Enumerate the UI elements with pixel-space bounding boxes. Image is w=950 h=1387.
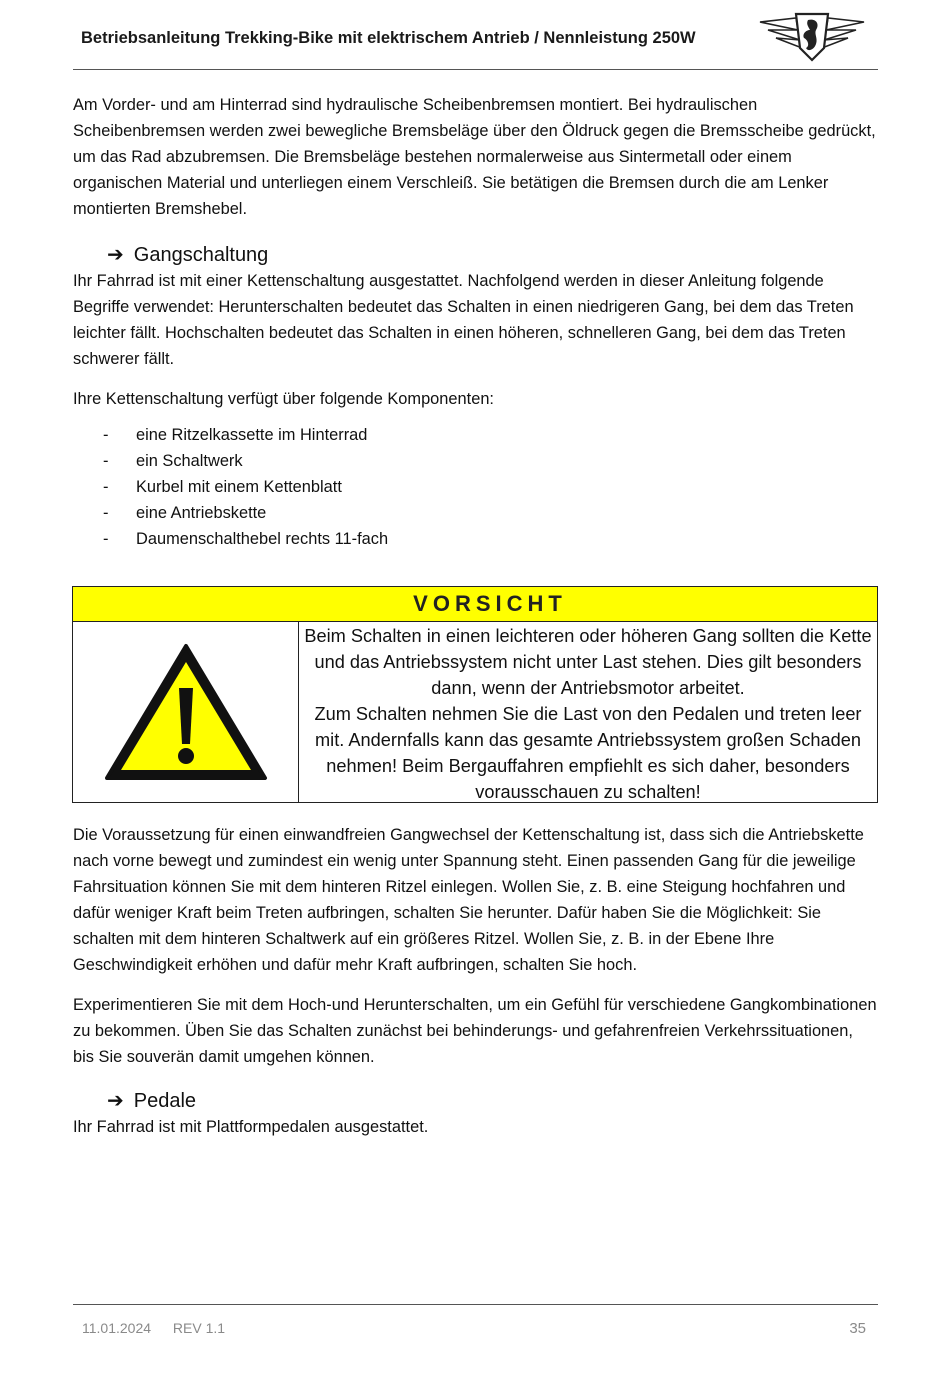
- components-list: [73, 422, 878, 552]
- page-number: 35: [849, 1320, 866, 1337]
- arrow-right-icon: ➔: [107, 1090, 124, 1112]
- gear-paragraph: Ihr Fahrrad ist mit einer Kettenschaltung ausgestattet. Nachfolgend werden in dieser Anleitung folgende Begriffe verwendet: Herunterschalten bedeutet das Schalten in einen niedrigeren Gang, bei dem das Treten leichter fällt. Hochschalten bedeutet das Schalten in einen höheren, schnelleren Gang, bei dem das Treten schwerer fällt.: [73, 272, 854, 368]
- warning-box: [72, 586, 878, 803]
- components-intro: Ihre Kettenschaltung verfügt über folgende Komponenten:: [73, 390, 494, 408]
- footer-date: 11.01.2024: [82, 1320, 152, 1336]
- gear-section-heading: [73, 242, 878, 268]
- pedals-paragraph: Ihr Fahrrad ist mit Plattformpedalen ausgestattet.: [73, 1118, 429, 1136]
- footer-divider: [73, 1304, 878, 1305]
- practice-paragraph: Experimentieren Sie mit dem Hoch-und Herunterschalten, um ein Gefühl für verschiedene Gangkombinationen zu bekommen. Üben Sie das Schalten zunächst bei behinderungs- und gefahrenfreien Verkehrssituationen, bis Sie souverän damit umgehen können.: [73, 996, 877, 1066]
- pedals-heading-text: Pedale: [133, 1090, 197, 1112]
- gear-heading-text: Gangschaltung: [133, 244, 269, 266]
- arrow-right-icon: ➔: [107, 244, 124, 266]
- page-footer: [82, 1320, 243, 1336]
- warning-triangle-icon: [103, 640, 269, 784]
- list-item: - Kurbel mit einem Kettenblatt: [103, 478, 342, 496]
- page-header: [73, 0, 878, 70]
- brakes-paragraph: Am Vorder- und am Hinterrad sind hydraulische Scheibenbremsen montiert. Bei hydraulischen Scheibenbremsen werden zwei bewegliche Bremsbeläge über den Öldruck gegen die Bremsscheibe gedrückt, um das Rad abzubremsen. Die Bremsbeläge bestehen normalerweise aus Sintermetall oder einem organischen Material und unterliegen einem Verschleiß. Sie betätigen die Bremsen durch die am Lenker montierten Bremshebel.: [73, 96, 876, 218]
- document-title: Betriebsanleitung Trekking-Bike mit elektrischem Antrieb / Nennleistung 250W: [81, 29, 696, 47]
- list-item: - Daumenschalthebel rechts 11-fach: [103, 530, 389, 548]
- warning-line-2: Zum Schalten nehmen Sie die Last von den Pedalen und treten leer mit. Andernfalls kann das gesamte Antriebssystem großen Schaden nehmen! Beim Bergauffahren empfiehlt es sich daher, besonders vorausschauen zu schalten!: [314, 704, 862, 802]
- warning-line-1: Beim Schalten in einen leichteren oder höheren Gang sollten die Kette und das Antriebssystem nicht unter Last stehen. Dies gilt besonders dann, wenn der Antriebsmotor arbeitet.: [304, 626, 872, 698]
- list-item: - ein Schaltwerk: [103, 452, 243, 470]
- shifting-paragraph: Die Voraussetzung für einen einwandfreien Gangwechsel der Kettenschaltung ist, dass sich die Antriebskette nach vorne bewegt und zumindest ein wenig unter Spannung steht. Einen passenden Gang für die jeweilige Fahrsituation können Sie mit dem hinteren Ritzel einlegen. Wollen Sie, z. B. eine Steigung hochfahren und dafür weniger Kraft beim Treten aufbringen, schalten Sie herunter. Dafür haben Sie die Möglichkeit: Sie schalten mit dem hinteren Schaltwerk auf ein größeres Ritzel. Wollen Sie, z. B. in der Ebene Ihre Geschwindigkeit erhöhen und dafür mehr Kraft aufbringen, schalten Sie hoch.: [73, 826, 864, 974]
- warning-icon-cell: [73, 622, 299, 802]
- warning-body: [73, 622, 877, 802]
- list-item: - eine Ritzelkassette im Hinterrad: [103, 426, 368, 444]
- pedals-section-heading: [73, 1088, 878, 1114]
- warning-title: VORSICHT: [73, 587, 877, 622]
- list-item: - eine Antriebskette: [103, 504, 267, 522]
- main-content: [73, 92, 878, 552]
- footer-revision: REV 1.1: [172, 1320, 226, 1336]
- warning-text: [299, 622, 877, 802]
- brand-logo-icon: [756, 8, 868, 64]
- after-warning-content: [73, 822, 878, 1140]
